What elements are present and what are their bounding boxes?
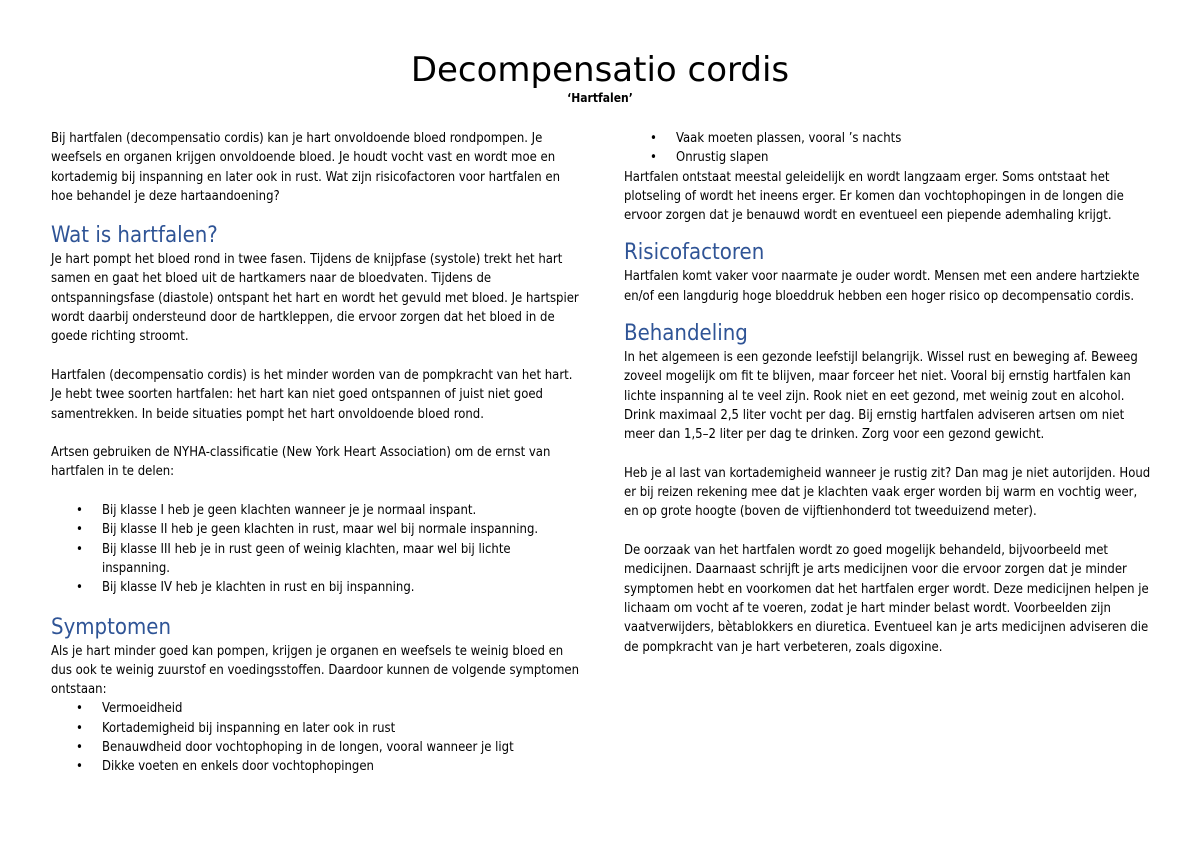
- left-column: [51, 129, 581, 777]
- behandeling-paragraph-3: De oorzaak van het hartfalen wordt zo goed mogelijk behandeld, bijvoorbeeld met medicijnen. Daarnaast schrijft je arts medicijnen voor die ervoor zorgen dat je minder symptomen hebt en voorkomen dat het hartfalen erger wordt. Deze medicijnen helpen je lichaam om vocht af te voeren, zodat je hart minder belast wordt. Voorbeelden zijn vaatverwijders, bètablokkers en diuretica. Eventueel kan je arts medicijnen adviseren die de pompkracht van je hart verbeteren, zoals digoxine.: [624, 543, 1149, 655]
- symptomen-paragraph-1: Als je hart minder goed kan pompen, krijgen je organen en weefsels te weinig bloed en dus ook te weinig zuurstof en voedingsstoffen. Daardoor kunnen de volgende symptomen ontstaan:: [51, 643, 580, 698]
- symptomen-paragraph-2: Hartfalen ontstaat meestal geleidelijk en wordt langzaam erger. Soms ontstaat het plotseling of wordt het ineens erger. Er komen dan vochtophopingen in de longen die ervoor zorgen dat je benauwd wordt en eventueel een piepende ademhaling krijgt.: [624, 169, 1124, 224]
- list-item: • Benauwdheid door vochtophoping in de longen, vooral wanneer je ligt: [51, 738, 581, 757]
- list-item: • Onrustig slapen: [624, 148, 1154, 167]
- bullet-icon: •: [650, 131, 657, 146]
- bullet-icon: •: [76, 541, 83, 557]
- spacer: [51, 424, 581, 443]
- bullet-icon: •: [76, 759, 83, 775]
- spacer: [51, 347, 581, 366]
- wat-paragraph-3: Artsen gebruiken de NYHA-classificatie (New York Heart Association) om de ernst van hartfalen in te delen:: [51, 445, 551, 480]
- symptom-list-part-2: [624, 129, 1154, 168]
- right-column: [624, 129, 1154, 657]
- document-subtitle: ‘Hartfalen’: [567, 91, 633, 105]
- bullet-icon: •: [76, 720, 83, 736]
- behandeling-paragraph-1: In het algemeen is een gezonde leefstijl belangrijk. Wissel rust en beweging af. Beweeg zoveel mogelijk om fit te blijven, maar forceer het niet. Vooral bij ernstig hartfalen kan lichte inspanning al te veel zijn. Rook niet en eet gezond, met weinig zout en alcohol. Drink maximaal 2,5 liter vocht per dag. Bij ernstig hartfalen adviseren artsen om niet meer dan 1,5–2 liter per dag te drinken. Zorg voor een gezond gewicht.: [624, 350, 1138, 443]
- list-item: • Kortademigheid bij inspanning en later ook in rust: [51, 719, 581, 738]
- heading-risicofactoren: Risicofactoren: [624, 240, 765, 266]
- risico-paragraph-1: Hartfalen komt vaker voor naarmate je ouder wordt. Mensen met een andere hartziekte en/of een langdurig hoge bloeddruk hebben een hoger risico op decompensatio cordis.: [624, 269, 1140, 304]
- nyha-class-list: [51, 501, 581, 597]
- bullet-icon: •: [76, 580, 83, 596]
- list-item: • Bij klasse I heb je geen klachten wanneer je je normaal inspant.: [51, 501, 581, 520]
- bullet-icon: •: [76, 740, 83, 756]
- wat-paragraph-1: Je hart pompt het bloed rond in twee fasen. Tijdens de knijpfase (systole) trekt het hart samen en gaat het bloed uit de hartkamers naar de bloedvaten. Tijdens de ontspanningsfase (diastole) ontspant het hart en wordt het gevuld met bloed. Je hartspier wordt daarbij ondersteund door de hartkleppen, die ervoor zorgen dat het bloed in de goede richting stroomt.: [51, 252, 579, 345]
- list-item: • Bij klasse II heb je geen klachten in rust, maar wel bij normale inspanning.: [51, 520, 581, 539]
- bullet-icon: •: [650, 150, 657, 166]
- heading-behandeling: Behandeling: [624, 321, 748, 347]
- spacer: [624, 445, 1154, 464]
- list-item: • Bij klasse III heb je in rust geen of weinig klachten, maar wel bij lichte inspanning.: [76, 541, 511, 576]
- behandeling-paragraph-2: Heb je al last van kortademigheid wanneer je rustig zit? Dan mag je niet autorijden. Houd er bij reizen rekening mee dat je klachten vaak erger worden bij warm en vochtig weer, en op grote hoogte (boven de vijftienhonderd tot tweeduizend meter).: [624, 465, 1151, 520]
- bullet-icon: •: [76, 503, 83, 519]
- spacer: [51, 482, 581, 501]
- list-item: • Dikke voeten en enkels door vochtophopingen: [51, 757, 581, 776]
- bullet-icon: •: [76, 701, 83, 717]
- symptom-list-part-1: [51, 699, 581, 776]
- list-item: • Vaak moeten plassen, vooral ’s nachts: [624, 129, 1154, 148]
- heading-symptomen: Symptomen: [51, 614, 172, 640]
- list-item: • Bij klasse IV heb je klachten in rust en bij inspanning.: [51, 578, 581, 597]
- list-item: • Vermoeidheid: [51, 699, 581, 718]
- bullet-icon: •: [76, 522, 83, 538]
- spacer: [624, 522, 1154, 541]
- wat-paragraph-2: Hartfalen (decompensatio cordis) is het minder worden van de pompkracht van het hart. Je hebt twee soorten hartfalen: het hart kan niet goed ontspannen of juist niet goed samentrekken. In beide situaties pompt het hart onvoldoende bloed rond.: [51, 367, 573, 422]
- heading-wat-is-hartfalen: Wat is hartfalen?: [51, 223, 218, 249]
- document-title: Decompensatio cordis: [410, 50, 790, 90]
- intro-paragraph: Bij hartfalen (decompensatio cordis) kan je hart onvoldoende bloed rondpompen. Je weefsels en organen krijgen onvoldoende bloed. Je houdt vocht vast en wordt moe en kortademig bij inspanning en later ook in rust. Wat zijn risicofactoren voor hartfalen en hoe behandel je deze hartaandoening?: [51, 131, 561, 204]
